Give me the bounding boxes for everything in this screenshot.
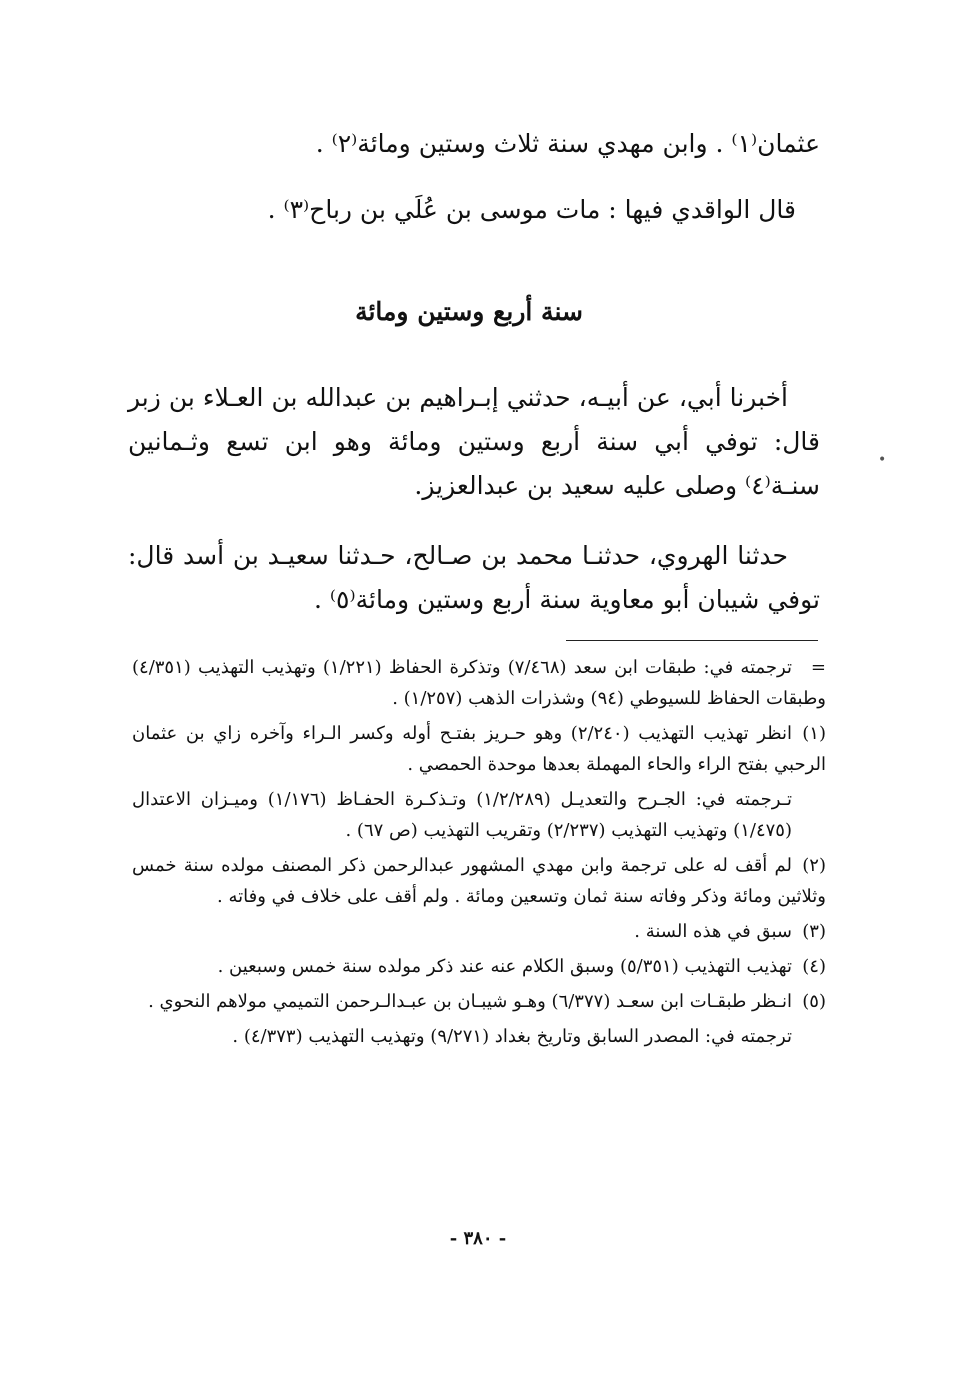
footnote-1-continuation: تـرجمته في: الجـرح والتعديـل (١/٢/٢٨٩) وتـذكـرة الحفـاظ (١/١٧٦) وميـزان الاعتدال (١/٤٧٥) وتهذيب التهذيب (٢/٢٣٧) وتقريب التهذيب (ص ٦٧) . — [132, 789, 792, 841]
footnote-marker: = — [810, 657, 826, 678]
margin-mark: • — [878, 452, 887, 468]
footnotes — [132, 652, 826, 1056]
section-heading: سنة أربع وستين ومائة — [355, 297, 583, 326]
page-number: - ٣٨٠ - — [449, 1228, 507, 1249]
footnote-text: انظر تهذيب التهذيب (٢/٢٤٠) وهو حـريز بفتـح أوله وكسر الـراء وآخره زاي بن عثمان الرحبي بفتح الراء والحاء المهملة بعدها موحدة الحمصي . — [132, 723, 826, 775]
footnote-1 — [132, 718, 826, 780]
opening-line: عثمان⁽١⁾ . وابن مهدي سنة ثلاث وستين ومائة⁽٢⁾ . — [315, 129, 820, 158]
waqidi-line: قال الواقدي فيها : مات موسى بن عُلَي بن رباح⁽٣⁾ . — [267, 195, 796, 224]
footnote-divider — [566, 640, 818, 641]
footnote-text: ترجمته في: طبقات ابن سعد (٧/٤٦٨) وتذكرة الحفاظ (١/٢٢١) وتهذيب التهذيب (٤/٣٥١) وطبقات الحفاظ للسيوطي (٩٤) وشذرات الذهب (١/٢٥٧) . — [132, 657, 826, 709]
footnote-number: (٣) — [802, 921, 826, 942]
footnote-number: (٢) — [802, 855, 826, 876]
footnote-number: (٤) — [802, 956, 826, 977]
footnote-3 — [132, 916, 826, 947]
footnote-5 — [132, 986, 826, 1017]
footnote-number: (١) — [802, 723, 826, 744]
main-text — [128, 122, 820, 622]
footnote-4 — [132, 951, 826, 982]
footnote-number: (٥) — [802, 991, 826, 1012]
footnote-text: لم أقف له على ترجمة وابن مهدي المشهور عبدالرحمن ذكر المصنف مولده سنة خمس وثلاثين ومائة وذكر وفاته سنة ثمان وتسعين ومائة . ولم أقف على خلاف في وفاته . — [132, 855, 826, 907]
footnote-text: تهذيب التهذيب (٥/٣٥١) وسبق الكلام عنه عند ذكر مولده سنة خمس وسبعين . — [217, 956, 792, 977]
footnote-5-continuation: ترجمته في: المصدر السابق وتاريخ بغداد (٩/٢٧١) وتهذيب التهذيب (٤/٣٧٣) . — [232, 1026, 792, 1047]
footnote-text: انـظر طبقـات ابن سعـد (٦/٣٧٧) وهـو شيبـان بن عبـدالـرحمن التميمي مولاهم النحوي . — [148, 991, 792, 1012]
footnote-text: سبق في هذه السنة . — [634, 921, 792, 942]
paragraph-1: أخبرنا أبي، عن أبيـه، حدثني إبـراهيم بن عبدالله بن العـلاء بن زبر قال: توفي أبي سنة أربع وستين ومائة وهو ابن تسع وثـمانين سنـة⁽٤⁾ وصلى عليه سعيد بن عبدالعزيز. — [128, 383, 820, 500]
footnote-2 — [132, 850, 826, 912]
paragraph-2: حدثنا الهروي، حدثنـا محمد بن صـالح، حـدثنا سعيـد بن أسد قال: توفي شيبان أبو معاوية سنة أربع وستين ومائة⁽٥⁾ . — [128, 541, 820, 614]
footnote-continued — [132, 652, 826, 714]
